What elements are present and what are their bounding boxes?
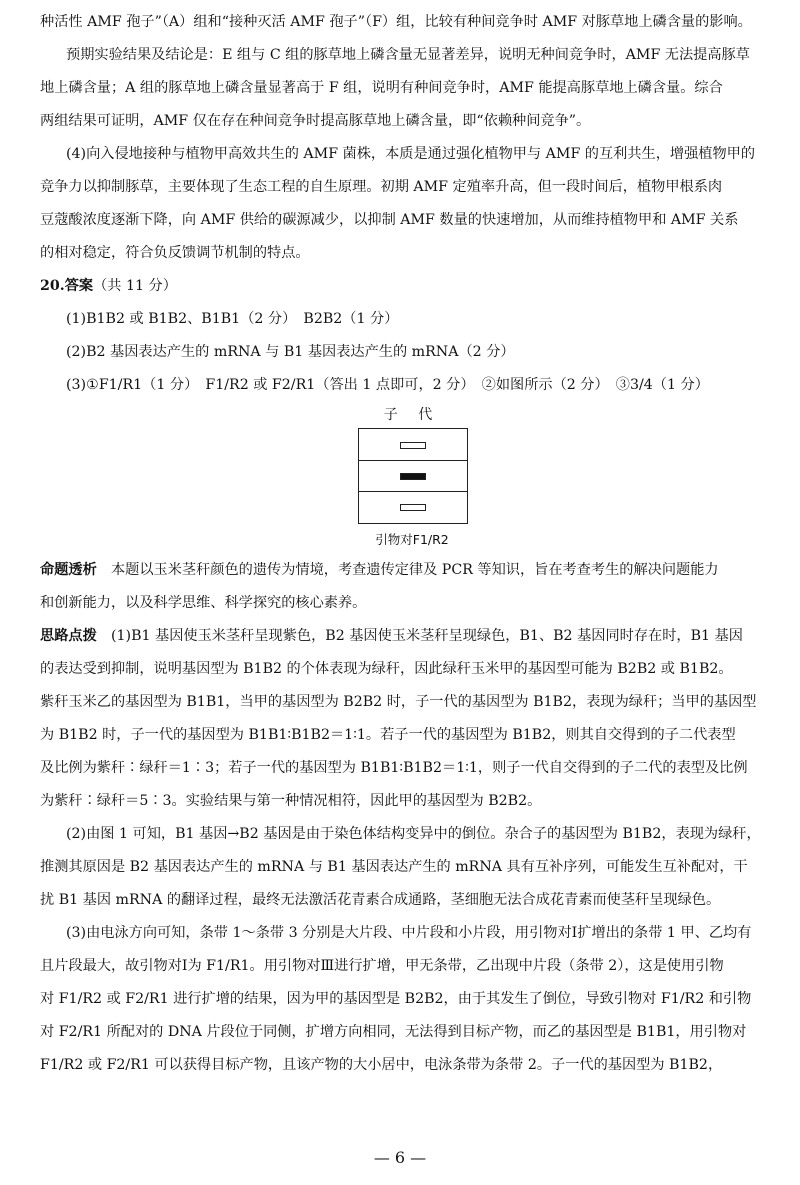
analysis-label: 命题透析 [40, 562, 97, 578]
text-line: (2)由图 1 可知，B1 基因→B2 基因是由于染色体结构变异中的倒位。杂合子的基因型为 B1B2，表现为绿秆， [66, 826, 761, 842]
text-line: 为紫秆∶绿秆＝5∶3。实验结果与第一种情况相符，因此甲的基因型为 B2B2。 [40, 793, 542, 809]
text-line: 豆蔻酸浓度逐渐下降，向 AMF 供给的碳源减少，以抑制 AMF 数量的快速增加，从而维持植物甲和 AMF 关系 [40, 212, 739, 228]
text-line: 两组结果可证明，AMF 仅在存在种间竞争时提高豚草地上磷含量，即“依赖种间竞争”。 [40, 113, 591, 129]
answer-line: (2)B2 基因表达产生的 mRNA 与 B1 基因表达产生的 mRNA（2 分） [66, 344, 515, 360]
gel-lanes [358, 428, 468, 524]
text-line: 竞争力以抑制豚草，主要体现了生态工程的自生原理。初期 AMF 定殖率升高，但一段时间后，植物甲根系肉 [40, 179, 723, 195]
text-line: 为 B1B2 时，子一代的基因型为 B1B1∶B1B2＝1∶1。若子一代的基因型为 B1B2，则其自交得到的子二代表型 [40, 727, 736, 743]
gel-figure [40, 402, 784, 554]
answer-line: (3)①F1/R1（1 分） F1/R2 或 F2/R1（答出 1 点即可，2 分） ②如图所示（2 分） ③3/4（1 分） [66, 377, 709, 393]
answer-label: 答案 [64, 278, 94, 294]
question-20-heading [40, 270, 784, 303]
text-line: 及比例为紫秆∶绿秆＝1∶3；若子一代的基因型为 B1B1∶B1B2＝1∶1，则子一代自交得到的子二代的表型及比例 [40, 760, 748, 776]
text-line: 扰 B1 基因 mRNA 的翻译过程，最终无法激活花青素合成通路，茎细胞无法合成花青素而使茎秆呈现绿色。 [40, 892, 721, 908]
text-line: (4)向入侵地接种与植物甲高效共生的 AMF 菌株，本质是通过强化植物甲与 AMF 的互利共生，增强植物甲的 [66, 146, 756, 162]
question-number: 20. [40, 278, 65, 294]
figure-title: 子 代 [383, 407, 441, 423]
text-line: F1/R2 或 F2/R1 可以获得目标产物，且该产物的大小居中，电泳条带为条带 2。子一代的基因型为 B1B2， [40, 1057, 723, 1073]
text-line: 对 F2/R1 所配对的 DNA 片段位于同侧，扩增方向相同，无法得到目标产物，而乙的基因型是 B1B1，用引物对 [40, 1024, 747, 1040]
text-line: 的表达受到抑制，说明基因型为 B1B2 的个体表现为绿秆，因此绿秆玉米甲的基因型可能为 B2B2 或 B1B2。 [40, 661, 733, 677]
hints-text: (1)B1 基因使玉米茎秆呈现紫色，B2 基因使玉米茎秆呈现绿色，B1、B2 基因同时存在时，B1 基因 [110, 628, 743, 644]
gel-lane [359, 460, 467, 492]
hints-label: 思路点拨 [40, 628, 97, 644]
text-line: 预期实验结果及结论是：E 组与 C 组的豚草地上磷含量无显著差异，说明无种间竞争时，AMF 无法提高豚草 [66, 47, 750, 63]
gel-lane [359, 429, 467, 461]
gel-lane [359, 491, 467, 523]
text-line: 地上磷含量；A 组的豚草地上磷含量显著高于 F 组，说明有种间竞争时，AMF 能提高豚草地上磷含量。综合 [40, 80, 723, 96]
text-line: 且片段最大，故引物对Ⅰ为 F1/R1。用引物对Ⅲ进行扩增，甲无条带，乙出现中片段（条带 2），这是使用引物 [40, 958, 724, 974]
analysis-text: 本题以玉米茎秆颜色的遗传为情境，考查遗传定律及 PCR 等知识，旨在考查考生的解决问题能力 [110, 562, 719, 578]
question-points: （共 11 分） [93, 278, 177, 294]
text-line: 和创新能力，以及科学思维、科学探究的核心素养。 [40, 595, 367, 611]
text-line: 的相对稳定，符合负反馈调节机制的特点。 [40, 245, 310, 261]
hints-line [40, 620, 784, 653]
gel-band [400, 473, 426, 480]
figure-caption: 引物对F1/R2 [375, 532, 449, 547]
text-line: (3)由电泳方向可知，条带 1～条带 3 分别是大片段、中片段和小片段，用引物对Ⅰ扩增出的条带 1 甲、乙均有 [66, 925, 752, 941]
page-number: — 6 — [373, 1148, 427, 1167]
text-line: 推测其原因是 B2 基因表达产生的 mRNA 与 B1 基因表达产生的 mRNA 具有互补序列，可能发生互补配对，干 [40, 859, 748, 875]
gel-band [400, 504, 426, 511]
answer-line: (1)B1B2 或 B1B2、B1B1（2 分） B2B2（1 分） [66, 311, 399, 327]
text-line: 种活性 AMF 孢子”（A）组和“接种灭活 AMF 孢子”（F）组，比较有种间竞争时 AMF 对豚草地上磷含量的影响。 [40, 14, 752, 30]
text-line: 对 F1/R2 或 F2/R1 进行扩增的结果，因为甲的基因型是 B2B2，由于其发生了倒位，导致引物对 F1/R2 和引物 [40, 991, 752, 1007]
page-content [40, 6, 784, 1082]
gel-band [400, 442, 426, 449]
analysis-line [40, 554, 784, 587]
text-line: 紫秆玉米乙的基因型为 B1B1，当甲的基因型为 B2B2 时，子一代的基因型为 B1B2，表现为绿秆；当甲的基因型 [40, 694, 757, 710]
